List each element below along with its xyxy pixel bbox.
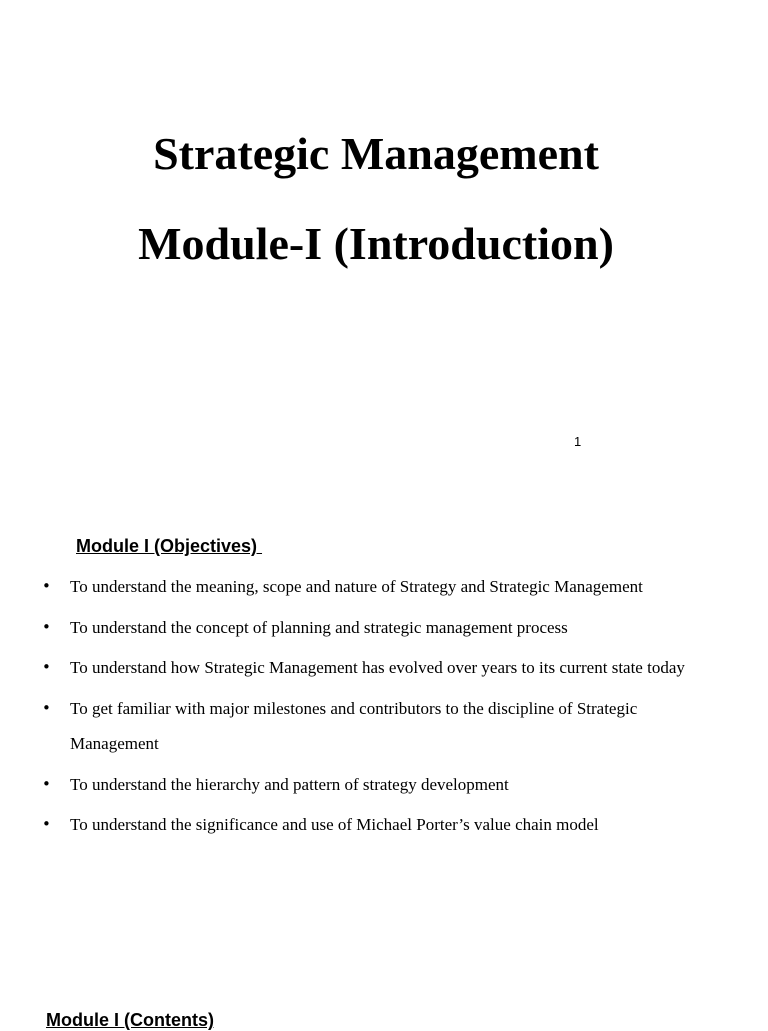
objective-item [42, 691, 722, 762]
objective-text: To understand the concept of planning and strategic management process [70, 617, 568, 637]
objective-text: To understand how Strategic Management has evolved over years to its current state today [70, 658, 685, 677]
objective-text: To get familiar with major milestones and contributors to the discipline of Strategic Management [70, 698, 638, 753]
bullet-icon: • [42, 577, 51, 595]
bullet-icon: • [42, 774, 51, 793]
objective-item [42, 650, 722, 686]
bullet-icon: • [42, 815, 51, 833]
objectives-heading: Module I (Objectives) [76, 536, 263, 556]
objectives-list [42, 569, 722, 848]
objective-text: To understand the significance and use of Michael Porter’s value chain model [70, 815, 599, 834]
objective-item [42, 610, 722, 646]
contents-heading: Module I (Contents) [46, 1010, 214, 1030]
objective-text: To understand the hierarchy and pattern of strategy development [70, 774, 509, 794]
objective-item [42, 569, 722, 605]
page-number: 1 [574, 434, 582, 449]
slide-subtitle: Module-I (Introduction) [138, 218, 614, 269]
bullet-icon: • [42, 698, 51, 717]
objective-item [42, 807, 722, 843]
bullet-icon: • [42, 658, 51, 676]
slide-title: Strategic Management [153, 128, 599, 179]
objective-text: To understand the meaning, scope and nature of Strategy and Strategic Management [70, 577, 643, 596]
objective-item [42, 767, 722, 803]
bullet-icon: • [42, 617, 51, 636]
